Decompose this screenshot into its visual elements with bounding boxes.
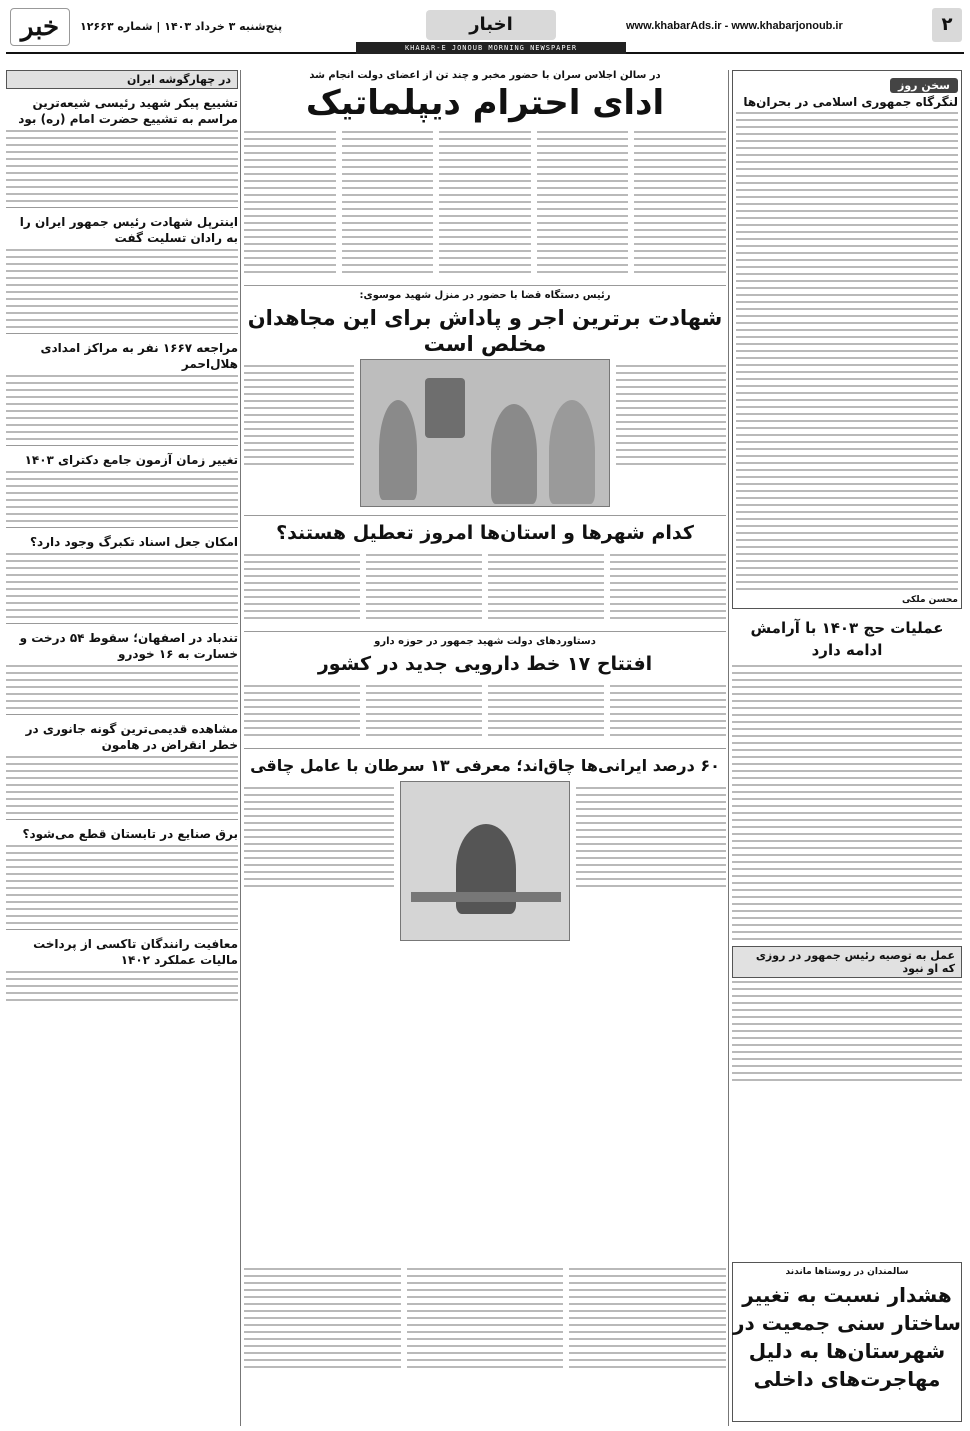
obesity-body-left: [244, 784, 394, 938]
right-column: [732, 70, 962, 1370]
middle-column: [244, 70, 726, 1370]
news-item-body: [6, 665, 238, 709]
news-item-title[interactable]: امکان جعل اسناد تکبرگ وجود دارد؟: [30, 535, 238, 549]
news-item-body: [6, 471, 238, 522]
news-item-title[interactable]: تندباد در اصفهان؛ سقوط ۵۴ درخت و خسارت به ۱۶ خودرو: [19, 631, 238, 661]
news-item-title[interactable]: تشییع پیکر شهید رئیسی شیعه‌ترین مراسم به تشییع حضرت امام (ره) بود: [18, 96, 238, 126]
judiciary-headline[interactable]: شهادت برترین اجر و پاداش برای این مجاهدان مخلص است: [247, 306, 723, 356]
news-item-title[interactable]: اینترپل شهادت رئیس جمهور ایران را به رادان تسلیت گفت: [19, 215, 238, 245]
president-advice-box-title[interactable]: عمل به توصیه رئیس جمهور در روزی که او نبود: [732, 946, 962, 978]
editorial-body: [736, 112, 958, 590]
obesity-body-right: [576, 784, 726, 938]
column-divider: [728, 70, 729, 1426]
judiciary-body-left: [244, 362, 354, 508]
page-number: ۲: [932, 8, 962, 42]
website-url[interactable]: www.khabarAds.ir - www.khabarjonoub.ir: [626, 20, 843, 32]
lead-kicker: در سالن اجلاس سران با حضور مخبر و چند تن از اعضای دولت انجام شد: [309, 70, 661, 81]
pharma-kicker: دستاوردهای دولت شهید جمهور در حوزه دارو: [374, 636, 596, 647]
migration-kicker: سالمندان در روستاها ماندند: [785, 1267, 909, 1277]
editorial-title[interactable]: لنگرگاه جمهوری اسلامی در بحران‌ها: [743, 95, 958, 109]
hajj-body: [732, 665, 962, 940]
news-item-title[interactable]: معافیت رانندگان تاکسی از پرداخت مالیات عملکرد ۱۴۰۲: [33, 937, 238, 967]
obesity-headline[interactable]: ۶۰ درصد ایرانی‌ها چاق‌اند؛ معرفی ۱۳ سرطان با عامل چاقی: [250, 756, 720, 775]
closures-body: [244, 548, 726, 627]
news-item-title[interactable]: برق صنایع در تابستان قطع می‌شود؟: [22, 827, 238, 841]
news-item-body: [6, 845, 238, 924]
pharma-body: [244, 679, 726, 744]
left-column: [6, 70, 238, 1426]
editorial-kicker: سخن روز: [890, 78, 958, 93]
masthead: [6, 6, 964, 54]
pharma-headline[interactable]: افتتاح ۱۷ خط دارویی جدید در کشور: [317, 653, 653, 675]
judiciary-kicker: رئیس دستگاه قضا با حضور در منزل شهید موسوی:: [359, 290, 611, 301]
issue-date: پنج‌شنبه ۳ خرداد ۱۴۰۳ | شماره ۱۲۶۶۳: [80, 20, 283, 33]
section-label: اخبار: [426, 10, 556, 40]
news-item-body: [6, 971, 238, 1001]
editorial-box: [732, 70, 962, 609]
judiciary-body-right: [616, 362, 726, 508]
column-divider: [240, 70, 241, 1426]
hajj-headline[interactable]: عملیات حج ۱۴۰۳ با آرامش ادامه دارد: [750, 619, 944, 659]
closures-headline[interactable]: کدام شهرها و استان‌ها امروز تعطیل هستند؟: [276, 522, 694, 544]
obesity-photo: [400, 781, 570, 941]
migration-feature-box: [732, 1262, 962, 1422]
news-item-title[interactable]: تغییر زمان آزمون جامع دکترای ۱۴۰۳: [24, 453, 238, 467]
news-item-body: [6, 553, 238, 618]
lead-headline[interactable]: ادای احترام دیپلماتیک: [305, 83, 665, 123]
news-item-body: [6, 756, 238, 814]
editorial-author: محسن ملکی: [901, 595, 958, 605]
news-item-title[interactable]: مشاهده قدیمی‌ترین گونه جانوری در خطر انقراض در هامون: [25, 722, 238, 752]
four-corners-title: در چهارگوشه ایران: [6, 70, 238, 89]
news-item-body: [6, 130, 238, 202]
news-item-body: [6, 249, 238, 328]
news-item-body: [6, 375, 238, 440]
newspaper-logo[interactable]: خبر: [10, 8, 70, 46]
lead-body: [244, 125, 726, 281]
news-item-title[interactable]: مراجعه ۱۶۶۷ نفر به مراکز امدادی هلال‌احمر: [40, 341, 238, 371]
migration-feature-body: [244, 1262, 726, 1422]
paper-subtitle: KHABAR-E JONOUB MORNING NEWSPAPER: [356, 42, 626, 54]
migration-headline[interactable]: هشدار نسبت به تغییر ساختار سنی جمعیت در شهرستان‌ها به دلیل مهاجرت‌های داخلی: [733, 1283, 961, 1391]
judiciary-photo: [360, 359, 610, 507]
president-advice-body: [732, 981, 962, 1081]
